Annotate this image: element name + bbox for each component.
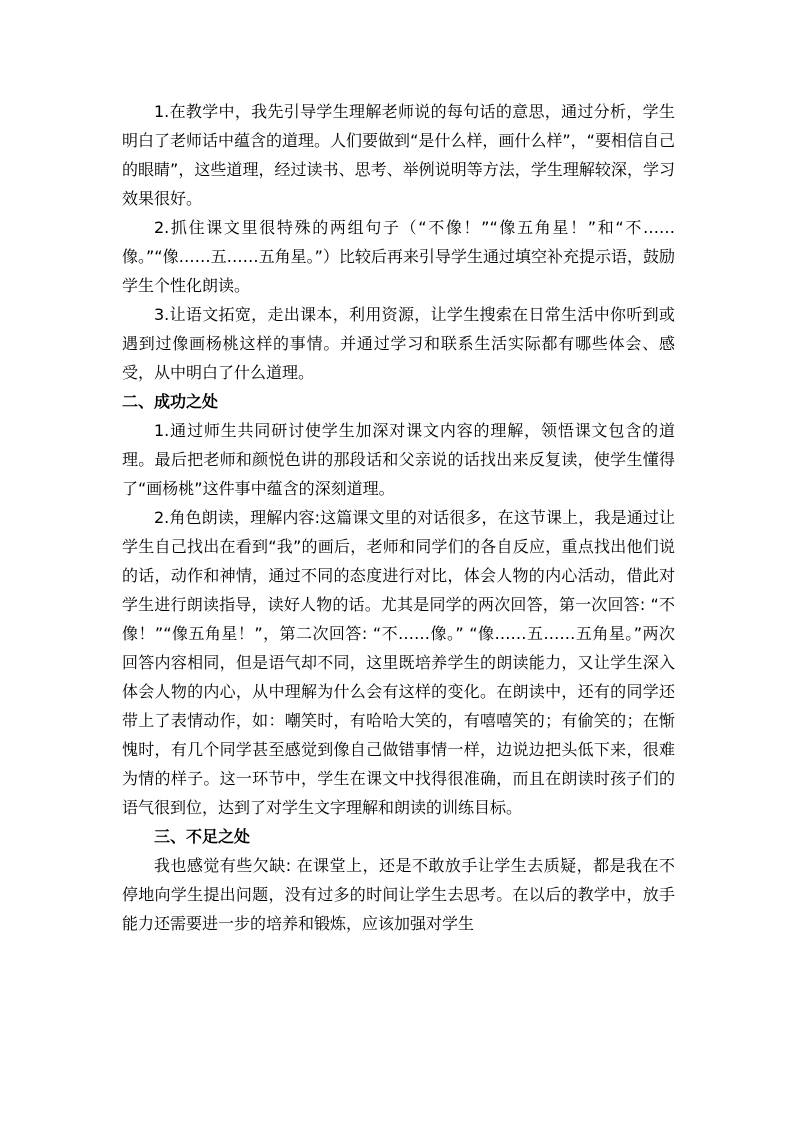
document-body <box>122 97 675 938</box>
paragraph-shortcomings-1: 我也感觉有些欠缺: 在课堂上，还是不敢放手让学生去质疑，都是我在不停地向学生提出问题，没有过多的时间让学生去思考。在以后的教学中，放手能力还需要进一步的培养和锻炼，应该加强对学生 <box>122 856 675 933</box>
paragraph-success-1: 1.通过师生共同研讨使学生加深对课文内容的理解，领悟课文包含的道理。最后把老师和颜悦色讲的那段话和父亲说的话找出来反复读，使学生懂得了“画杨桃”这件事中蕴含的深刻道理。 <box>122 421 675 498</box>
paragraph-teaching-1: 1.在教学中，我先引导学生理解老师说的每句话的意思，通过分析，学生明白了老师话中蕴含的道理。人们要做到“是什么样，画什么样”，“要相信自己的眼睛”，这些道理，经过读书、思考、举例说明等方法，学生理解较深，学习效果很好。 <box>122 102 675 208</box>
paragraph-success-2: 2.角色朗读，理解内容:这篇课文里的对话很多，在这节课上，我是通过让学生自己找出在看到“我”的画后，老师和同学们的各自反应，重点找出他们说的话，动作和神情，通过不同的态度进行对比，体会人物的内心活动，借此对学生进行朗读指导，读好人物的话。尤其是同学的两次回答，第一次回答: “不像！”“像五角星！”，第二次回答: “不……像。” “像……五……五角星。”两次回答内容相同，但是语气却不同，这里既培养学生的朗读能力，又让学生深入体会人物的内心，从中理解为什么会有这样的变化。在朗读中，还有的同学还带上了表情动作，如：嘲笑时，有哈哈大笑的，有嘻嘻笑的；有偷笑的；在惭愧时，有几个同学甚至感觉到像自己做错事情一样，边说边把头低下来，很难为情的样子。这一环节中，学生在课文中找得很准确，而且在朗读时孩子们的语气很到位，达到了对学生文字理解和朗读的训练目标。 <box>122 508 675 817</box>
section-heading-success: 二、成功之处 <box>122 392 219 411</box>
section-heading-shortcomings: 三、不足之处 <box>154 827 251 846</box>
paragraph-teaching-2: 2.抓住课文里很特殊的两组句子（“不像！”“像五角星！”和“不……像。”“像……五……五角星。”）比较后再来引导学生通过填空补充提示语，鼓励学生个性化朗读。 <box>122 218 675 295</box>
paragraph-teaching-3: 3.让语文拓宽，走出课本，利用资源，让学生搜索在日常生活中你听到或遇到过像画杨桃这样的事情。并通过学习和联系生活实际都有哪些体会、感受，从中明白了什么道理。 <box>122 305 675 382</box>
